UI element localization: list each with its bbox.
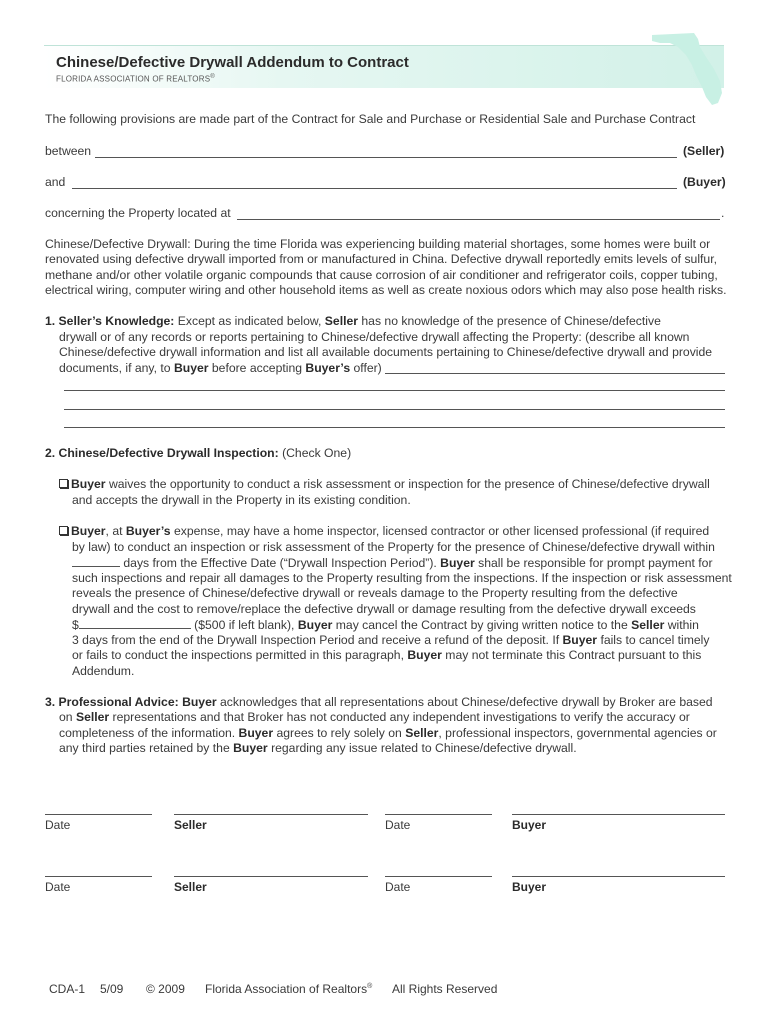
footer-rights: All Rights Reserved <box>392 982 498 996</box>
option1-line-1: Buyer waives the opportunity to conduct a risk assessment or inspection for the presence of Chinese/defective drywall <box>59 477 710 493</box>
section1-heading: 1. Seller’s Knowledge: <box>45 314 175 328</box>
section1-line-4: documents, if any, to Buyer before accepting Buyer’s offer) <box>59 361 382 375</box>
section1-line-1: 1. Seller’s Knowledge: Except as indicated below, Seller has no knowledge of the presence of Chinese/defective <box>45 314 661 328</box>
florida-map-icon <box>648 31 728 109</box>
option2-line-5: reveals the presence of Chinese/defective drywall or reveals damage to the Property resulting from the defective <box>72 586 678 600</box>
buyer-signature-field-2[interactable] <box>512 876 725 877</box>
buyer-signature-label-2: Buyer <box>512 880 547 894</box>
section3-line-3: completeness of the information. Buyer agrees to rely solely on Seller, professional inspectors, governmental agencies or <box>59 726 717 740</box>
date-field-3[interactable] <box>45 876 152 877</box>
buyer-signature-field-1[interactable] <box>512 814 725 815</box>
date-label-2: Date <box>385 818 411 832</box>
seller-name-field[interactable] <box>95 157 677 158</box>
footer-org: Florida Association of Realtors® <box>205 982 373 996</box>
option1-line-2: and accepts the drywall in the Property in its existing condition. <box>72 493 411 507</box>
option1-checkbox[interactable] <box>59 479 68 488</box>
section3-line-4: any third parties retained by the Buyer regarding any issue related to Chinese/defective drywall. <box>59 741 577 755</box>
property-label: concerning the Property located at <box>45 206 231 220</box>
option2-line-4: such inspections and repair all damages to the Property resulting from the inspections. If the inspection or risk assessment <box>72 571 732 585</box>
option2-checkbox[interactable] <box>59 526 68 535</box>
seller-signature-field-1[interactable] <box>174 814 368 815</box>
seller-label: (Seller) <box>683 144 725 158</box>
date-label-3: Date <box>45 880 71 894</box>
seller-signature-field-2[interactable] <box>174 876 368 877</box>
option2-line-7: $ ($500 if left blank), Buyer may cancel the Contract by giving written notice to the Seller within <box>72 618 699 632</box>
section2-heading-line: 2. Chinese/Defective Drywall Inspection: (Check One) <box>45 446 352 460</box>
drywall-info-field-2[interactable] <box>64 390 725 391</box>
date-field-2[interactable] <box>385 814 492 815</box>
background-line-3: methane and/or other volatile organic compounds that cause corrosion of air conditioner and refrigerator coils, copper tubing, <box>45 268 718 282</box>
buyer-signature-label-1: Buyer <box>512 818 547 832</box>
property-end: . <box>721 206 725 220</box>
background-line-2: renovated using defective drywall imported from or manufactured in China. Defective drywall reportedly emits levels of sulfur, <box>45 252 717 266</box>
footer-copyright: © 2009 <box>146 982 185 996</box>
seller-signature-label-2: Seller <box>174 880 207 894</box>
property-address-field[interactable] <box>237 219 720 220</box>
section3-line-1: 3. Professional Advice: Buyer acknowledges that all representations about Chinese/defective drywall by Broker are based <box>45 695 713 709</box>
buyer-label: (Buyer) <box>683 175 726 189</box>
form-header <box>44 45 724 88</box>
date-label-4: Date <box>385 880 411 894</box>
inspection-days-field[interactable] <box>72 555 120 567</box>
seller-signature-label-1: Seller <box>174 818 207 832</box>
form-title: Chinese/Defective Drywall Addendum to Contract <box>56 54 409 71</box>
option2-line-10: Addendum. <box>72 664 135 678</box>
background-line-4: electrical wiring, computer wiring and other household items as well as create noxious odors which may also pose health risks. <box>45 283 727 297</box>
intro-text: The following provisions are made part of the Contract for Sale and Purchase or Residential Sale and Purchase Contract <box>45 112 696 126</box>
date-label-1: Date <box>45 818 71 832</box>
date-field-4[interactable] <box>385 876 492 877</box>
footer-revision: 5/09 <box>100 982 124 996</box>
option2-line-9: or fails to conduct the inspections permitted in this paragraph, Buyer may not terminate this Contract pursuant to this <box>72 648 702 662</box>
option2-line-8: 3 days from the end of the Drywall Inspection Period and receive a refund of the deposit. If Buyer fails to cancel timely <box>72 633 710 647</box>
drywall-info-field-4[interactable] <box>64 427 725 428</box>
option2-line-3: days from the Effective Date (“Drywall Inspection Period”). Buyer shall be responsible for prompt payment for <box>72 555 713 572</box>
section2-heading: 2. Chinese/Defective Drywall Inspection: <box>45 446 279 460</box>
option2-line-1: Buyer, at Buyer’s expense, may have a home inspector, licensed contractor or other licensed professional (if required <box>59 524 709 540</box>
drywall-info-field-3[interactable] <box>64 409 725 410</box>
form-subtitle: FLORIDA ASSOCIATION OF REALTORS® <box>56 74 215 84</box>
section1-line-3: Chinese/defective drywall information and list all available documents pertaining to Chinese/defective drywall and provide <box>59 345 713 359</box>
cost-threshold-field[interactable] <box>79 617 191 629</box>
option2-line-2: by law) to conduct an inspection or risk assessment of the Property for the presence of Chinese/defective drywall within <box>72 540 715 554</box>
section3-line-2: on Seller representations and that Broker has not conducted any independent investigations to verify the accuracy or <box>59 710 690 724</box>
section1-line-2: drywall or of any records or reports pertaining to Chinese/defective drywall affecting the Property: (describe all known <box>59 330 690 344</box>
drywall-info-field-1[interactable] <box>385 373 725 374</box>
and-label: and <box>45 175 66 189</box>
option2-line-6: drywall and the cost to remove/replace the defective drywall or damage resulting from the defective drywall exceeds <box>72 602 696 616</box>
footer-form-id: CDA-1 <box>49 982 86 996</box>
date-field-1[interactable] <box>45 814 152 815</box>
between-label: between <box>45 144 92 158</box>
buyer-name-field[interactable] <box>72 188 677 189</box>
background-line-1: Chinese/Defective Drywall: During the time Florida was experiencing building material shortages, some homes were built or <box>45 237 711 251</box>
section3-heading: 3. Professional Advice: <box>45 695 179 709</box>
